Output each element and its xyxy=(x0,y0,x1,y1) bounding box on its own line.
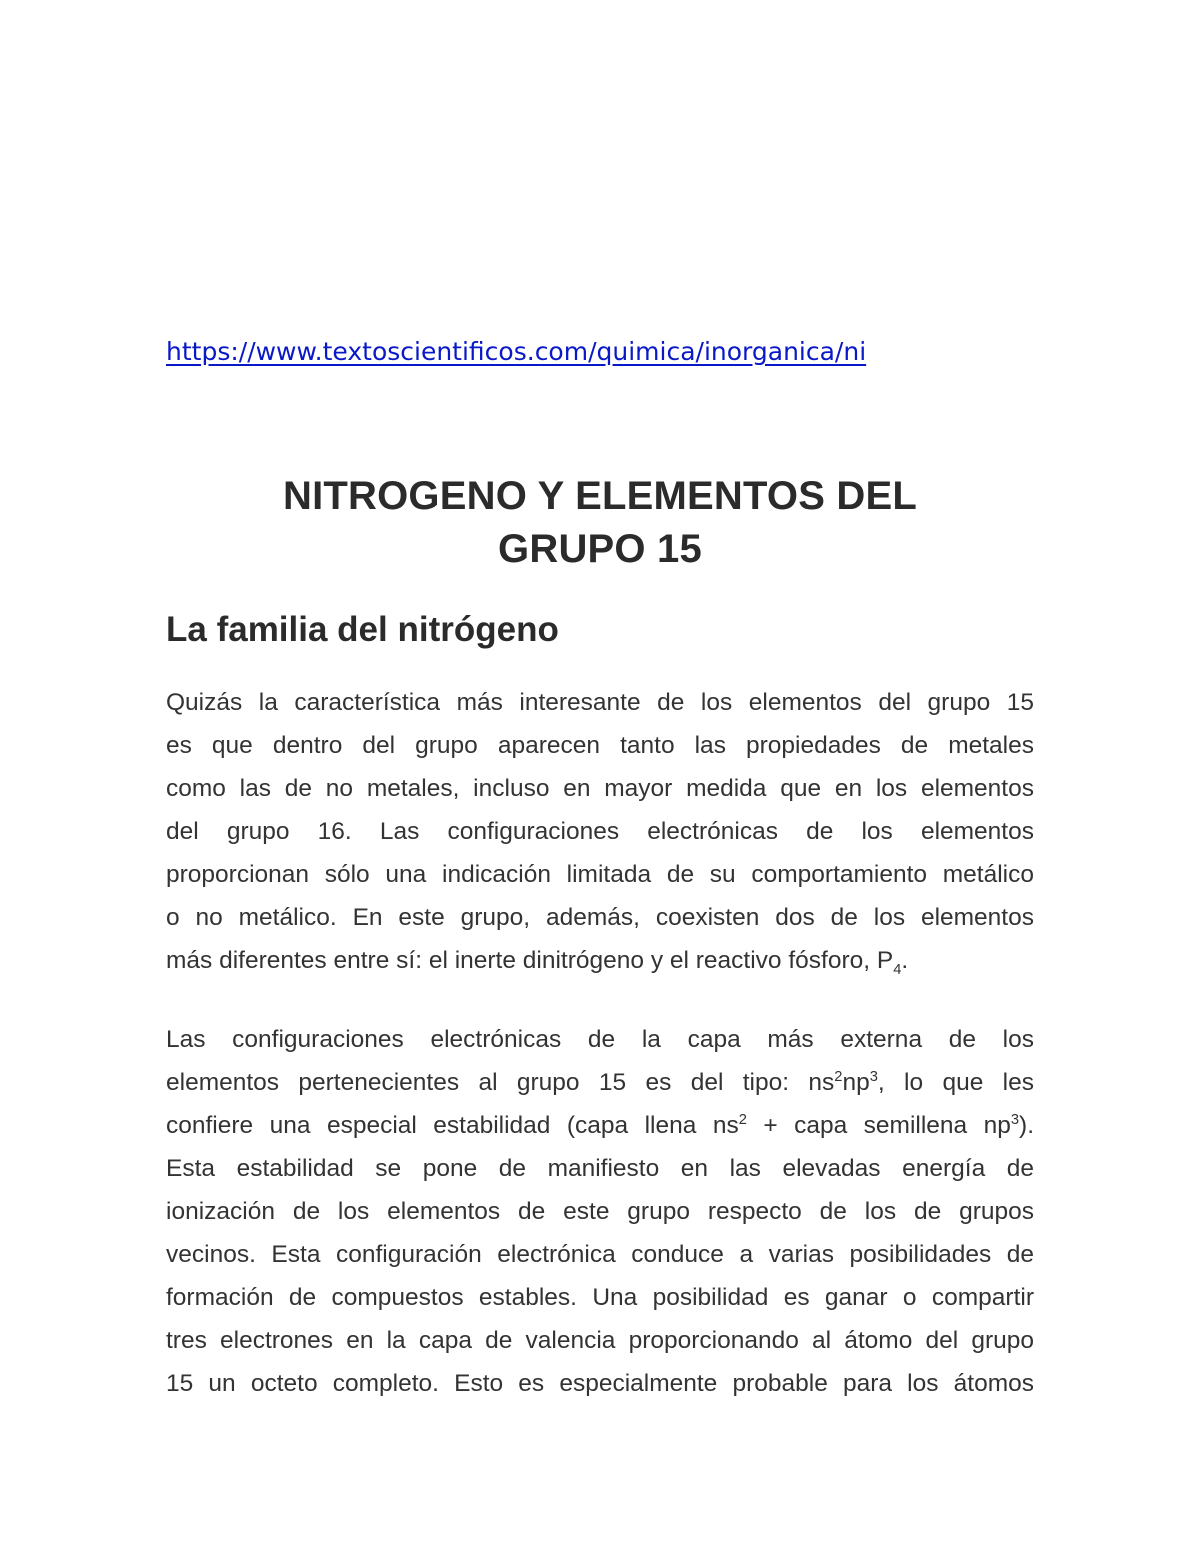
paragraph-1 xyxy=(166,681,1034,982)
last-line-text: más diferentes entre sí: el inerte dinitrógeno y el reactivo fósforo, P xyxy=(166,947,894,974)
text-segment: np xyxy=(842,1069,870,1096)
paragraph-2-line-stability xyxy=(166,1104,1034,1147)
section-heading: La familia del nitrógeno xyxy=(166,610,559,649)
title-line-2: GRUPO 15 xyxy=(498,527,702,571)
paragraph-2-line: ionización de los elementos de este grupo respecto de los de grupos xyxy=(166,1198,1034,1225)
document-title xyxy=(150,470,1050,576)
text-segment: , lo que les xyxy=(877,1069,1035,1096)
paragraph-2-line: Esta estabilidad se pone de manifiesto en las elevadas energía de xyxy=(166,1155,1034,1182)
superscript: 3 xyxy=(869,1068,878,1085)
paragraph-1-line: o no metálico. En este grupo, además, coexisten dos de los elementos xyxy=(166,904,1034,931)
source-url-link[interactable]: https://www.textoscientificos.com/quimica/inorganica/ni xyxy=(166,337,867,366)
text-segment: ). xyxy=(1019,1112,1034,1139)
paragraph-2 xyxy=(166,1018,1034,1405)
paragraph-2-line-config xyxy=(166,1061,1034,1104)
paragraph-2-line: Las configuraciones electrónicas de la capa más externa de los xyxy=(166,1026,1034,1053)
last-line-end: . xyxy=(901,947,909,974)
paragraph-2-line: tres electrones en la capa de valencia proporcionando al átomo del grupo xyxy=(166,1327,1034,1354)
paragraph-1-line: del grupo 16. Las configuraciones electrónicas de los elementos xyxy=(166,818,1034,845)
paragraph-2-line: vecinos. Esta configuración electrónica conduce a varias posibilidades de xyxy=(166,1241,1034,1268)
superscript: 3 xyxy=(1010,1111,1020,1128)
paragraph-1-line: es que dentro del grupo aparecen tanto las propiedades de metales xyxy=(166,732,1034,759)
text-segment: + capa semillena np xyxy=(746,1112,1011,1139)
title-line-1: NITROGENO Y ELEMENTOS DEL xyxy=(283,474,917,518)
text-segment: confiere una especial estabilidad (capa llena ns xyxy=(166,1112,739,1139)
text-segment: elementos pertenecientes al grupo 15 es del tipo: ns xyxy=(166,1069,835,1096)
superscript: 2 xyxy=(834,1068,843,1085)
phosphorus-subscript: 4 xyxy=(893,961,902,978)
paragraph-1-line: Quizás la característica más interesante de los elementos del grupo 15 xyxy=(166,689,1034,716)
paragraph-2-line: 15 un octeto completo. Esto es especialmente probable para los átomos xyxy=(166,1370,1034,1397)
paragraph-2-line: formación de compuestos estables. Una posibilidad es ganar o compartir xyxy=(166,1284,1034,1311)
paragraph-1-last-line xyxy=(166,939,1034,982)
paragraph-1-line: como las de no metales, incluso en mayor medida que en los elementos xyxy=(166,775,1034,802)
paragraph-1-line: proporcionan sólo una indicación limitada de su comportamiento metálico xyxy=(166,861,1034,888)
superscript: 2 xyxy=(738,1111,747,1128)
